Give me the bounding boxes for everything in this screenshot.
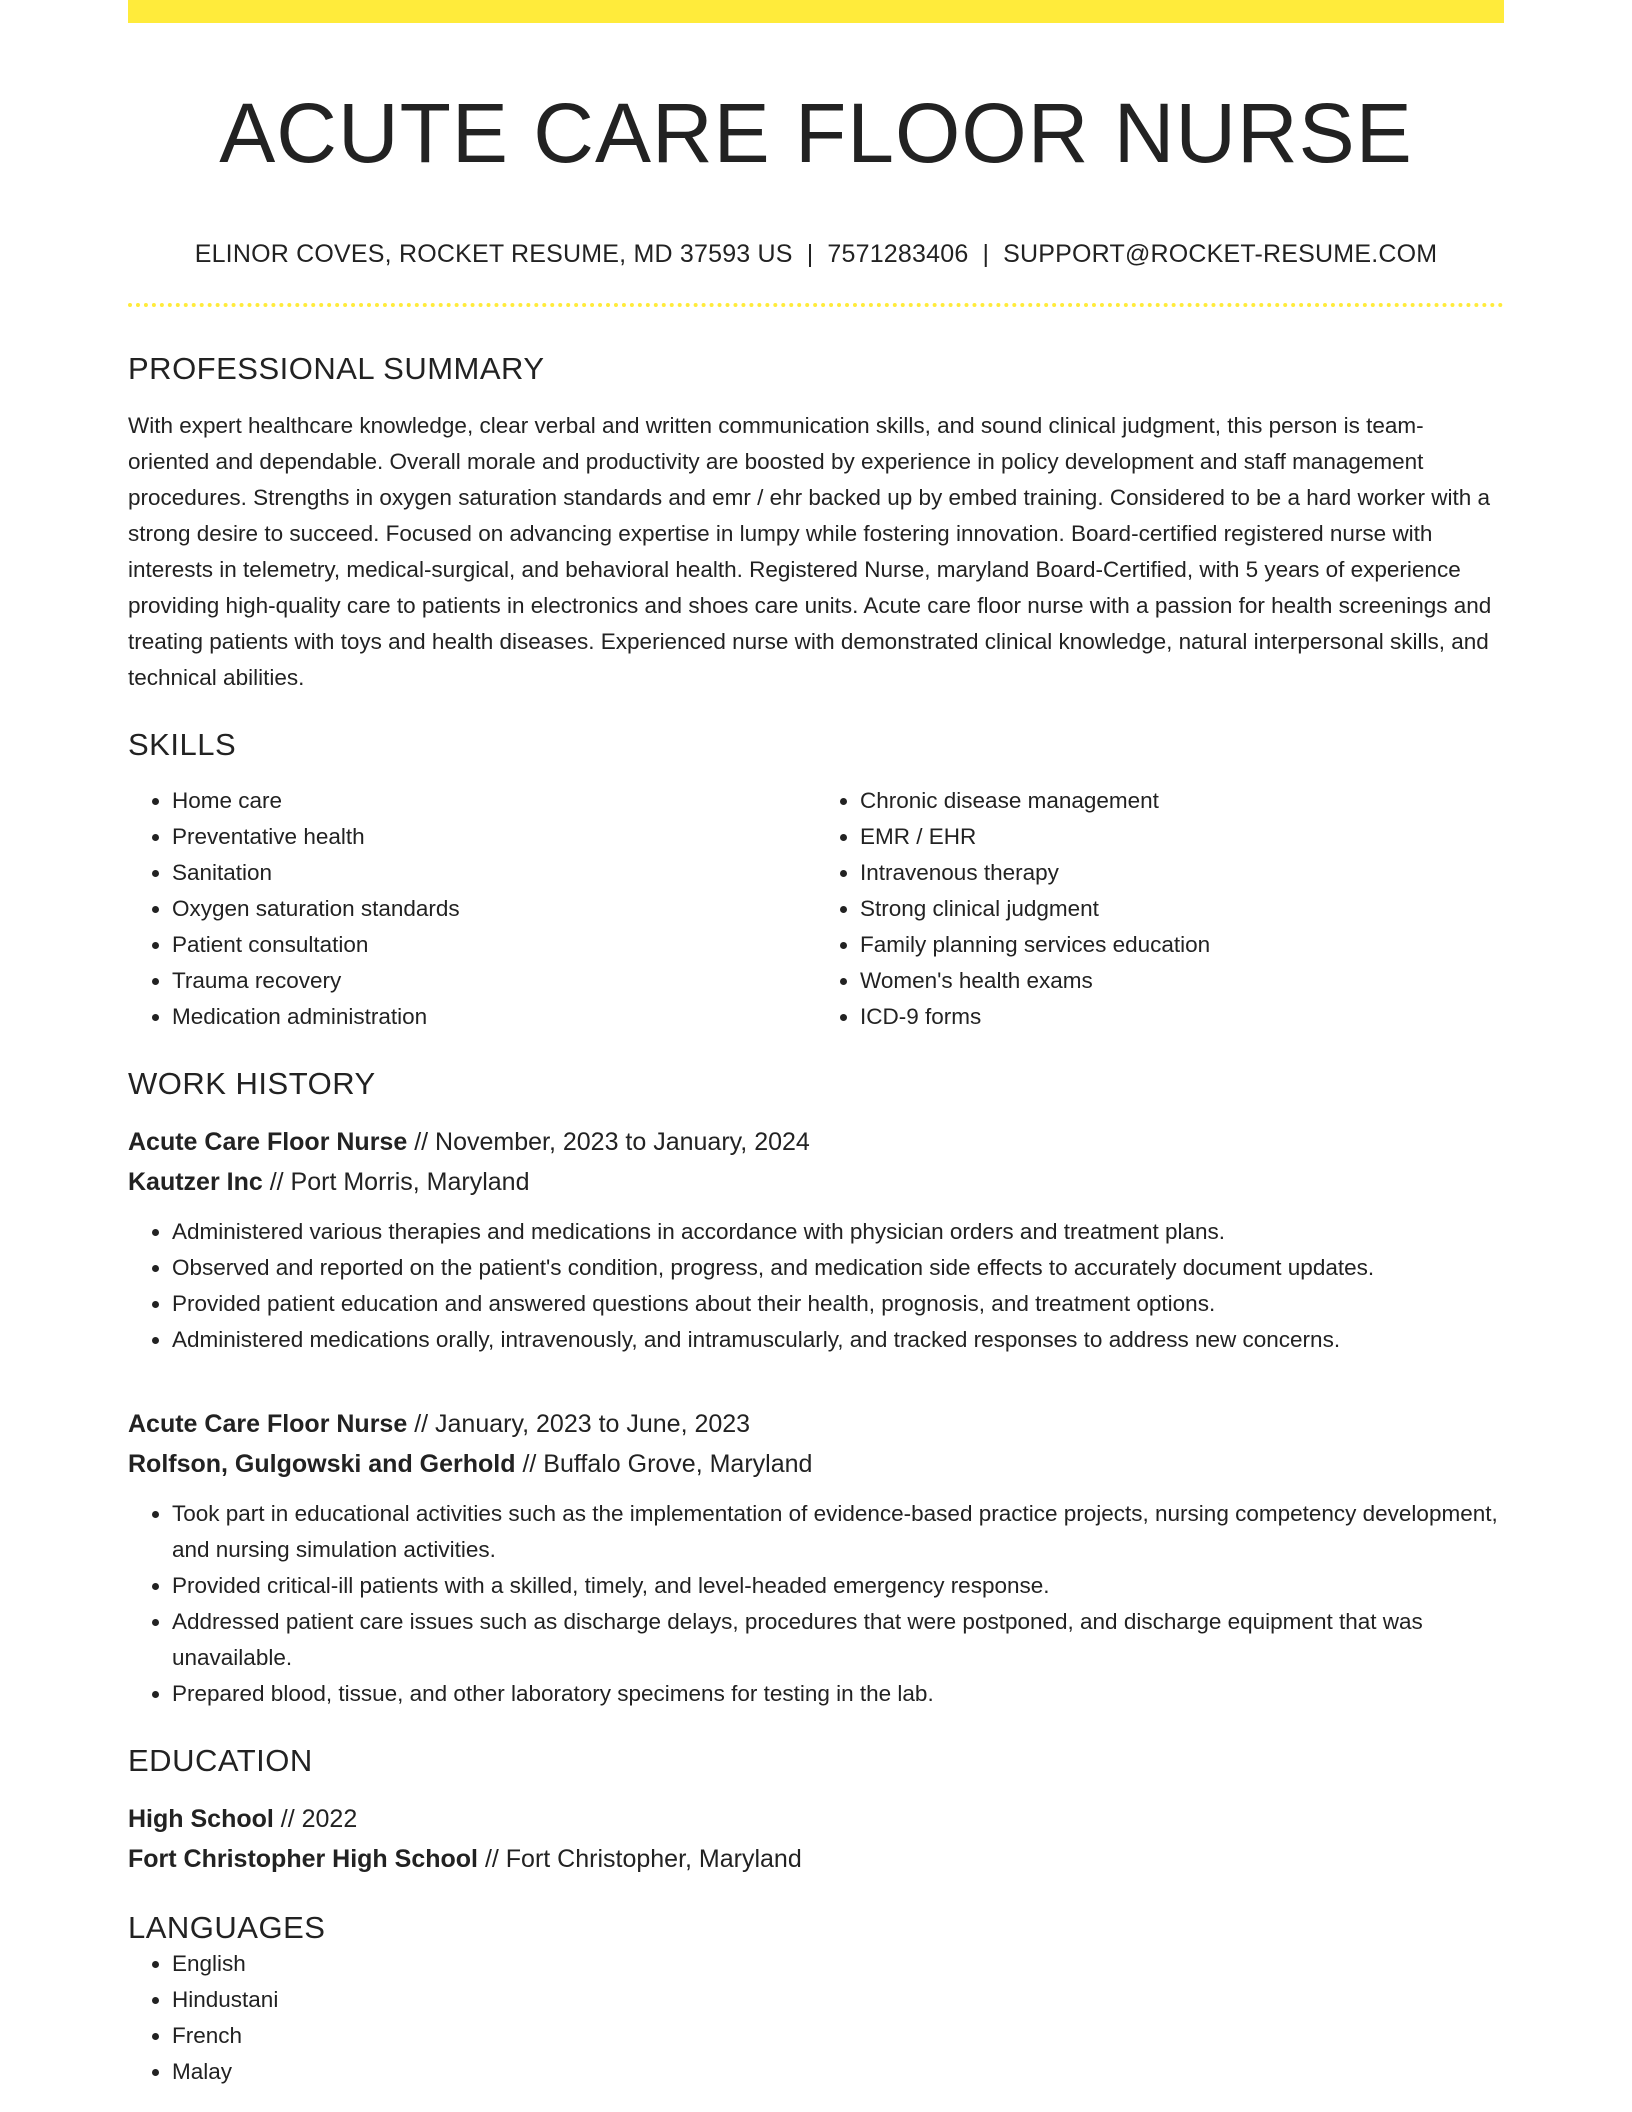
contact-phone: 7571283406 [827, 240, 969, 269]
skills-heading: SKILLS [128, 726, 237, 762]
job-duty: • Administered medications orally, intravenously, and intramuscularly, and tracked responses to address new concerns. [172, 1322, 1504, 1358]
skill-item: • Oxygen saturation standards [172, 891, 816, 927]
job-duty: • Prepared blood, tissue, and other laboratory specimens for testing in the lab. [172, 1676, 1504, 1712]
skill-item: • Trauma recovery [172, 963, 816, 999]
languages-list [128, 1946, 1504, 2090]
summary-heading: PROFESSIONAL SUMMARY [128, 351, 545, 387]
summary-text: With expert healthcare knowledge, clear verbal and written communication skills, and sound clinical judgment, this person is team-oriented and dependable. Overall morale and productivity are boosted by experience in policy development and staff management procedures. Strengths in oxygen saturation standards and emr / ehr backed up by embed training. Considered to be a hard worker with a strong desire to succeed. Focused on advancing expertise in lumpy while fostering innovation. Board-certified registered nurse with interests in telemetry, medical-surgical, and behavioral health. Registered Nurse, maryland Board-Certified, with 5 years of experience providing high-quality care to patients in electronics and shoes care units. Acute care floor nurse with a passion for health screenings and treating patients with toys and health diseases. Experienced nurse with demonstrated clinical knowledge, natural interpersonal skills, and technical abilities. [128, 412, 1492, 690]
dotted-divider [128, 303, 1504, 307]
job-role-line [128, 1404, 1504, 1444]
skill-item: • Sanitation [172, 855, 816, 891]
skills-list-right [816, 783, 1504, 1035]
languages-heading: LANGUAGES [128, 1910, 326, 1946]
education-degree-line [128, 1799, 1504, 1839]
job-company: Rolfson, Gulgowski and Gerhold [128, 1449, 516, 1478]
job-role: Acute Care Floor Nurse [128, 1127, 408, 1156]
job-duty: • Administered various therapies and medications in accordance with physician orders and treatment plans. [172, 1214, 1504, 1250]
job-duties [128, 1214, 1504, 1358]
skill-item: • ICD-9 forms [860, 999, 1504, 1035]
skill-item: • Preventative health [172, 819, 816, 855]
job-role: Acute Care Floor Nurse [128, 1409, 408, 1438]
job-duty: • Observed and reported on the patient's condition, progress, and medication side effects to accurately document updates. [172, 1250, 1504, 1286]
skill-item: • Patient consultation [172, 927, 816, 963]
skills-columns [128, 783, 1504, 1035]
job-duty: • Addressed patient care issues such as discharge delays, procedures that were postponed, and discharge equipment that was unavailable. [172, 1604, 1504, 1676]
skill-item: • Home care [172, 783, 816, 819]
skill-item: • EMR / EHR [860, 819, 1504, 855]
job-company: Kautzer Inc [128, 1167, 263, 1196]
contact-separator: | [982, 240, 990, 269]
education-school-line [128, 1839, 1504, 1879]
education-school: Fort Christopher High School [128, 1845, 478, 1874]
contact-address: ELINOR COVES, ROCKET RESUME, MD 37593 US [194, 240, 793, 269]
skills-list-left [128, 783, 816, 1035]
contact-email: SUPPORT@ROCKET-RESUME.COM [1003, 240, 1438, 269]
skill-item: • Chronic disease management [860, 783, 1504, 819]
education-heading: EDUCATION [128, 1742, 313, 1778]
resume-page [128, 0, 1504, 2090]
language-item: • English [172, 1946, 1504, 1982]
accent-bar [128, 0, 1504, 23]
job-dates: // November, 2023 to January, 2024 [407, 1127, 810, 1156]
education-year: // 2022 [273, 1805, 358, 1834]
skill-item: • Medication administration [172, 999, 816, 1035]
job-company-line [128, 1162, 1504, 1202]
skill-item: • Strong clinical judgment [860, 891, 1504, 927]
skill-item: • Intravenous therapy [860, 855, 1504, 891]
job-duty: • Provided patient education and answered questions about their health, prognosis, and treatment options. [172, 1286, 1504, 1322]
education-entry [128, 1799, 1504, 1879]
work-history-heading: WORK HISTORY [128, 1065, 376, 1101]
education-degree: High School [128, 1805, 274, 1834]
job-duty: • Took part in educational activities such as the implementation of evidence-based practice projects, nursing competency development, and nursing simulation activities. [172, 1496, 1504, 1568]
job-entry [128, 1404, 1504, 1712]
job-location: // Port Morris, Maryland [262, 1167, 530, 1196]
job-role-line [128, 1122, 1504, 1162]
language-item: • Malay [172, 2054, 1504, 2090]
education-location: // Fort Christopher, Maryland [478, 1845, 802, 1874]
contact-line [128, 239, 1504, 269]
job-dates: // January, 2023 to June, 2023 [407, 1409, 751, 1438]
language-item: • Hindustani [172, 1982, 1504, 2018]
skill-item: • Family planning services education [860, 927, 1504, 963]
job-duties [128, 1496, 1504, 1712]
resume-title: ACUTE CARE FLOOR NURSE [219, 86, 1413, 180]
language-item: • French [172, 2018, 1504, 2054]
skill-item: • Women's health exams [860, 963, 1504, 999]
job-entry [128, 1122, 1504, 1358]
contact-separator: | [806, 240, 814, 269]
job-duty: • Provided critical-ill patients with a skilled, timely, and level-headed emergency response. [172, 1568, 1504, 1604]
job-location: // Buffalo Grove, Maryland [515, 1449, 813, 1478]
job-company-line [128, 1444, 1504, 1484]
